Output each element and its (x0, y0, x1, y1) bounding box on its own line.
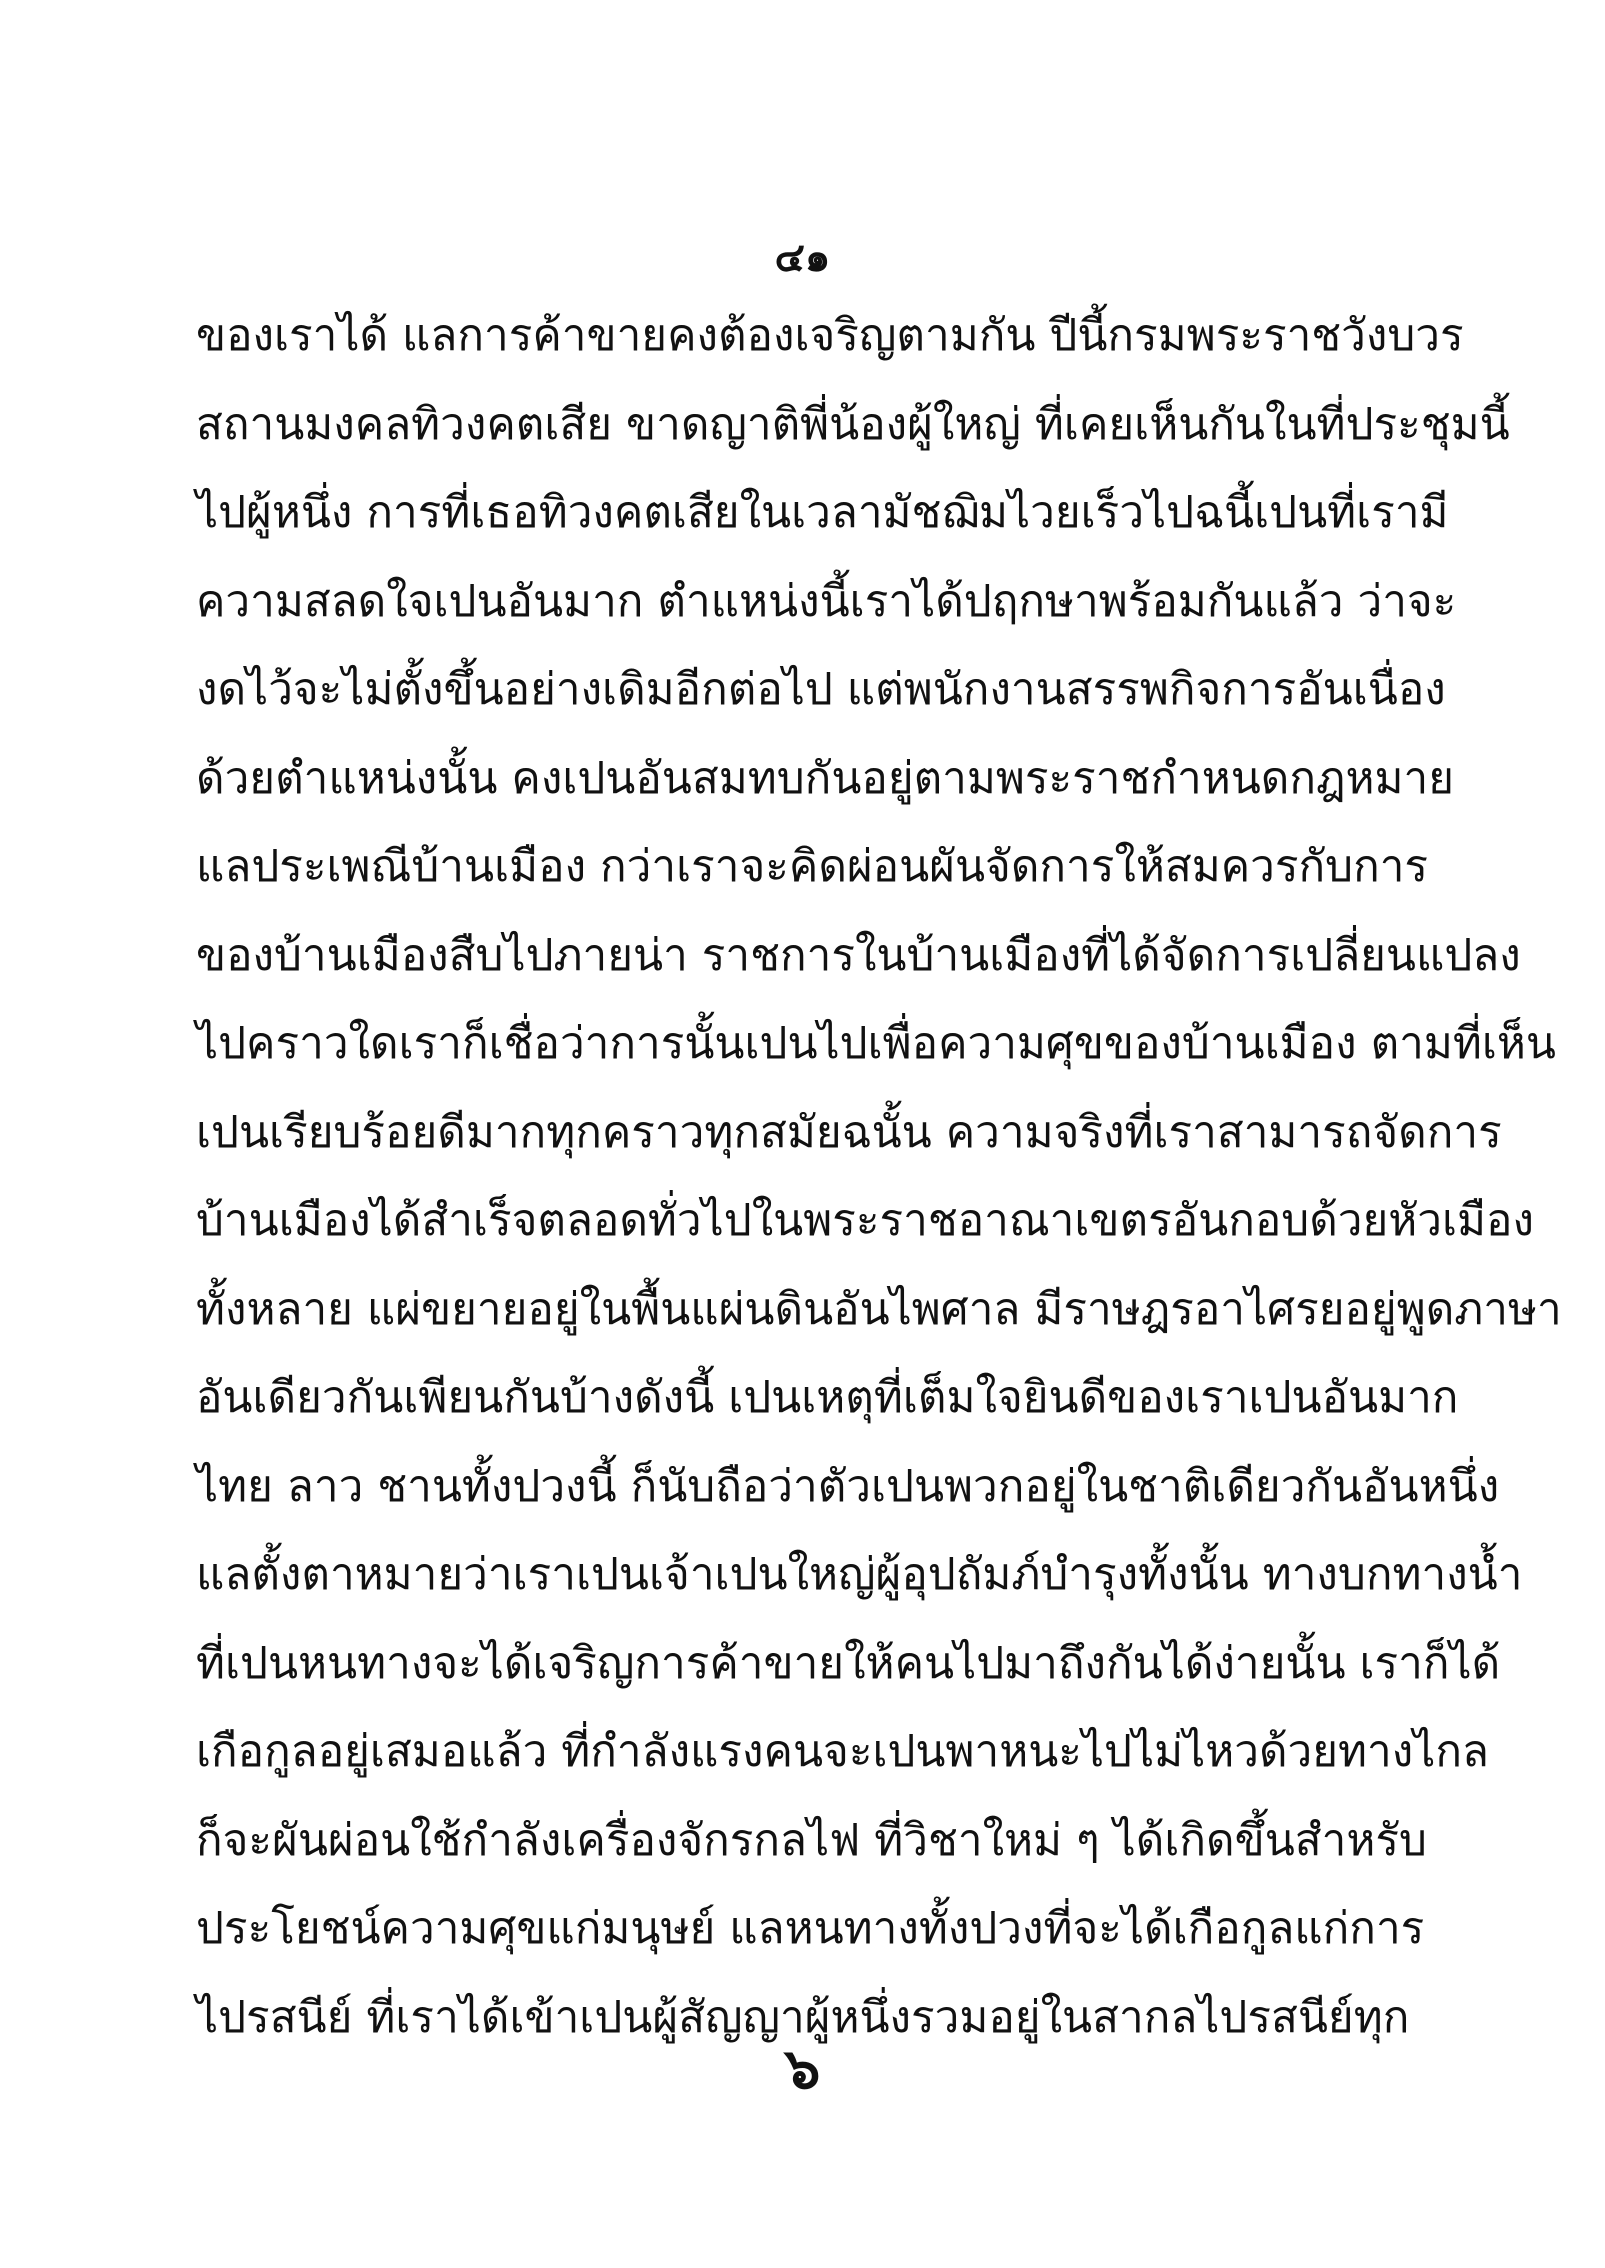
body-text (196, 292, 1562, 2062)
text-line: ไทย ลาว ชานทั้งปวงนี้ ก็นับถือว่าตัวเปนพวกอยู่ในชาติเดียวกันอันหนึ่ง (196, 1460, 1500, 1512)
text-line: แลประเพณีบ้านเมือง กว่าเราจะคิดผ่อนผันจัดการให้สมควรกับการ (196, 841, 1429, 892)
text-line: ก็จะผันผ่อนใช้กำลังเครื่องจักรกลไฟ ที่วิชาใหม่ ๆ ได้เกิดขึ้นสำหรับ (196, 1814, 1427, 1866)
text-line: ประโยชน์ความศุขแก่มนุษย์ แลหนทางทั้งปวงที่จะได้เกือกูลแก่การ (196, 1903, 1425, 1954)
text-line: ไปผู้หนึ่ง การที่เธอทิวงคตเสียในเวลามัชฌิมไวยเร็วไปฉนี้เปนที่เรามี (196, 487, 1449, 538)
text-line: ของเราได้ แลการค้าขายคงต้องเจริญตามกัน ปีนี้กรมพระราชวังบวร (196, 310, 1464, 361)
text-line: ไปคราวใดเราก็เชื่อว่าการนั้นเปนไปเพื่อความศุขของบ้านเมือง ตามที่เห็น (196, 1018, 1556, 1069)
text-line: ที่เปนหนทางจะได้เจริญการค้าขายให้คนไปมาถึงกันได้ง่ายนั้น เราก็ได้ (196, 1637, 1501, 1689)
text-line: ของบ้านเมืองสืบไปภายน่า ราชการในบ้านเมืองที่ได้จัดการเปลี่ยนแปลง (196, 929, 1521, 981)
text-line: เปนเรียบร้อยดีมากทุกคราวทุกสมัยฉนั้น ความจริงที่เราสามารถจัดการ (196, 1106, 1502, 1158)
text-line: ด้วยตำแหน่งนั้น คงเปนอันสมทบกันอยู่ตามพระราชกำหนดกฎหมาย (196, 752, 1455, 804)
text-line: อันเดียวกันเพียนกันบ้างดังนี้ เปนเหตุที่เต็มใจยินดีของเราเปนอันมาก (196, 1372, 1459, 1423)
text-line: แลตั้งตาหมายว่าเราเปนเจ้าเปนใหญ่ผู้อุปถัมภ์บำรุงทั้งนั้น ทางบกทางน้ำ (196, 1549, 1523, 1600)
text-line: ทั้งหลาย แผ่ขยายอยู่ในพื้นแผ่นดินอันไพศาล มีราษฎรอาไศรยอยู่พูดภาษา (196, 1283, 1562, 1335)
text-line: เกือกูลอยู่เสมอแล้ว ที่กำลังแรงคนจะเปนพาหนะไปไม่ไหวด้วยทางไกล (196, 1726, 1489, 1777)
text-line: บ้านเมืองได้สำเร็จตลอดทั่วไปในพระราชอาณาเขตรอันกอบด้วยหัวเมือง (196, 1195, 1534, 1246)
text-line: ไปรสนีย์ ที่เราได้เข้าเปนผู้สัญญาผู้หนึ่งรวมอยู่ในสากลไปรสนีย์ทุก (196, 1991, 1410, 2043)
page-number-bottom: ๖ (784, 2037, 821, 2102)
text-line: งดไว้จะไม่ตั้งขึ้นอย่างเดิมอีกต่อไป แต่พนักงานสรรพกิจการอันเนื่อง (196, 664, 1446, 715)
page-number-top: ๔๑ (774, 235, 831, 281)
text-line: สถานมงคลทิวงคตเสีย ขาดญาติพี่น้องผู้ใหญ่ ที่เคยเห็นกันในที่ประชุมนี้ (196, 398, 1510, 450)
text-line: ความสลดใจเปนอันมาก ตำแหน่งนี้เราได้ปฤกษาพร้อมกันแล้ว ว่าจะ (196, 575, 1457, 627)
